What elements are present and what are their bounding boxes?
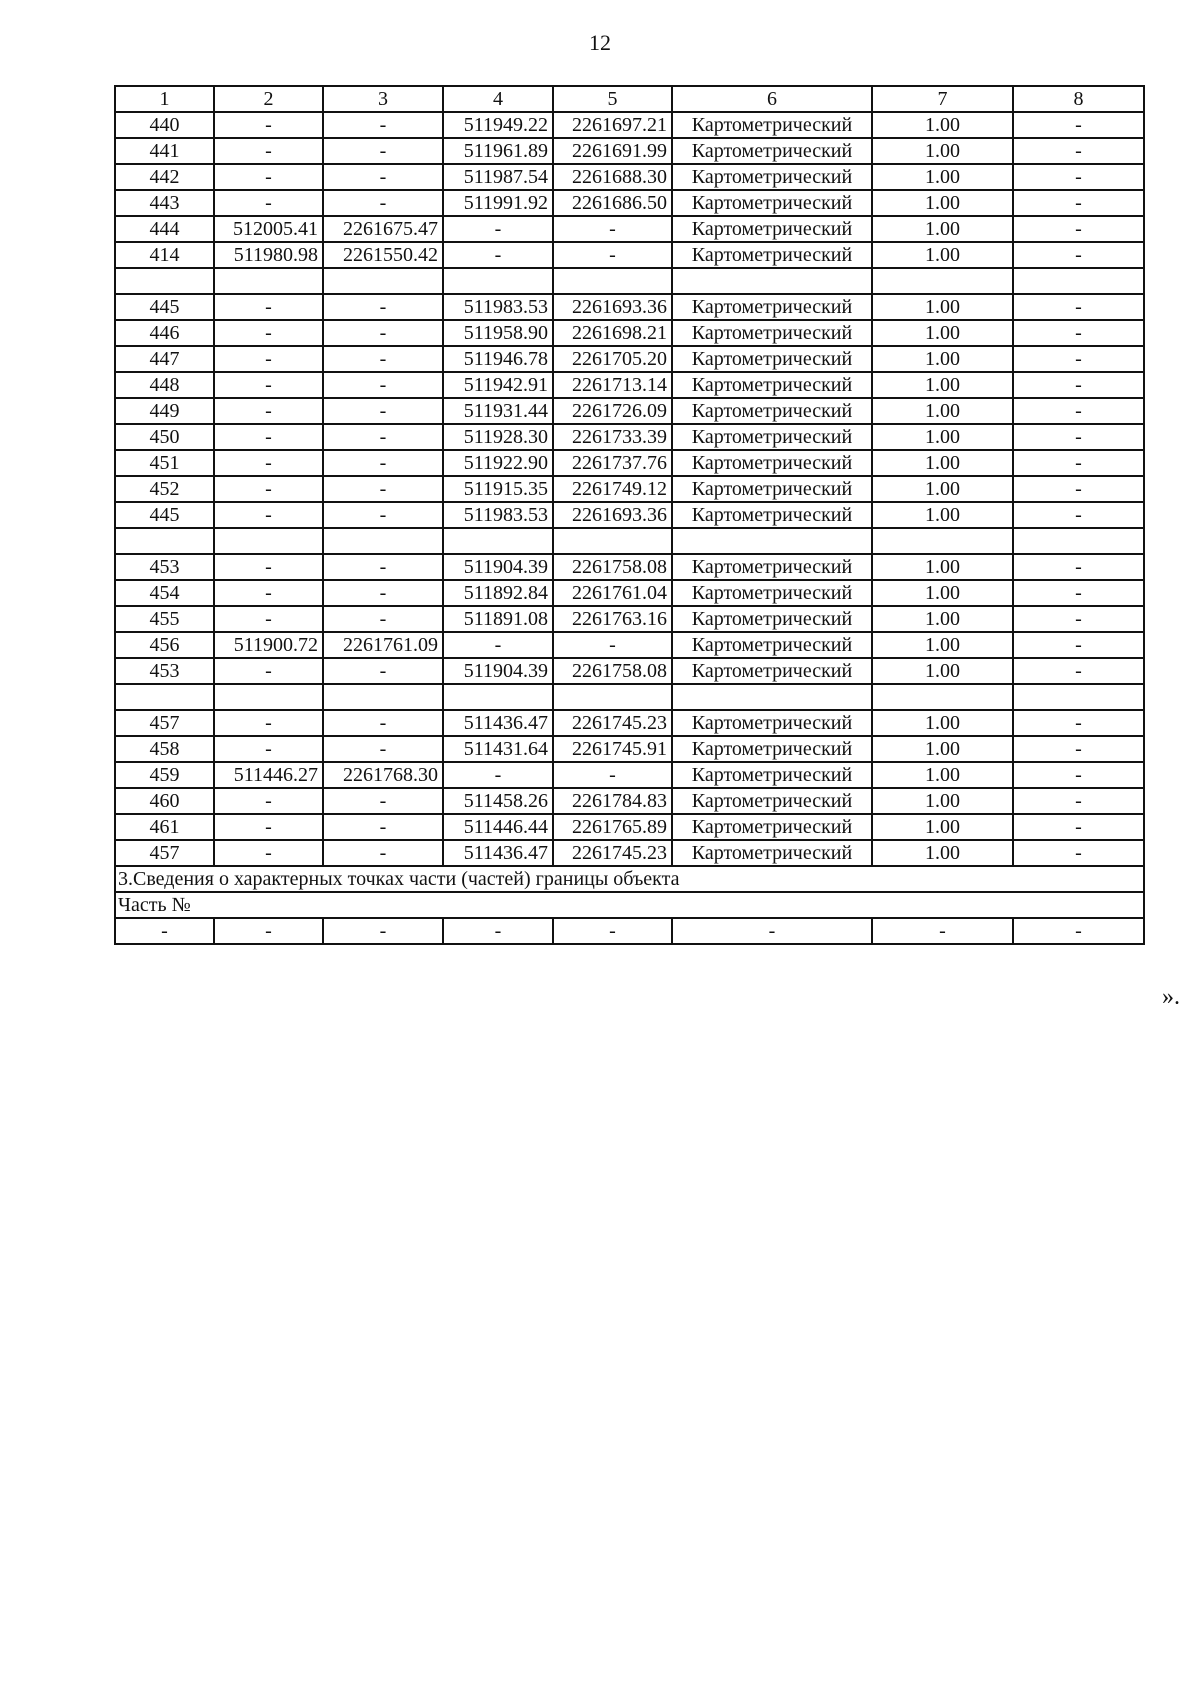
table-cell-col-4: -: [443, 762, 553, 788]
table-cell-col-7: 1.00: [872, 450, 1013, 476]
table-cell-col-1: 451: [115, 450, 214, 476]
table-cell-col-3: -: [323, 788, 443, 814]
table-cell-col-8: -: [1013, 554, 1144, 580]
table-cell-col-5: 2261698.21: [553, 320, 672, 346]
table-cell-col-4: 511987.54: [443, 164, 553, 190]
table-row: [115, 840, 1144, 866]
table-cell-col-8: -: [1013, 710, 1144, 736]
table-cell-col-3: -: [323, 736, 443, 762]
empty-cell: [323, 268, 443, 294]
table-row: [115, 502, 1144, 528]
table-cell-col-7: 1.00: [872, 372, 1013, 398]
table-cell-col-2: -: [214, 580, 323, 606]
table-cell-col-4: 511928.30: [443, 424, 553, 450]
column-header-5: 5: [553, 86, 672, 112]
column-header-8: 8: [1013, 86, 1144, 112]
table-cell-col-7: 1.00: [872, 138, 1013, 164]
table-cell-col-5: 2261745.23: [553, 710, 672, 736]
table-cell-col-3: -: [323, 320, 443, 346]
final-cell-col-7: -: [872, 918, 1013, 944]
table-cell-col-1: 458: [115, 736, 214, 762]
page-number: 12: [589, 30, 611, 55]
table-cell-col-5: 2261745.91: [553, 736, 672, 762]
table-cell-col-3: -: [323, 138, 443, 164]
final-cell-col-5: -: [553, 918, 672, 944]
empty-cell: [214, 684, 323, 710]
table-cell-col-7: 1.00: [872, 554, 1013, 580]
table-cell-col-7: 1.00: [872, 476, 1013, 502]
table-cell-col-1: 450: [115, 424, 214, 450]
table-cell-col-1: 443: [115, 190, 214, 216]
table-cell-col-4: 511961.89: [443, 138, 553, 164]
table-cell-col-6: Картометрический: [672, 554, 872, 580]
table-cell-col-4: 511983.53: [443, 294, 553, 320]
table-cell-col-1: 456: [115, 632, 214, 658]
table-cell-col-3: -: [323, 372, 443, 398]
table-cell-col-2: -: [214, 346, 323, 372]
table-cell-col-8: -: [1013, 632, 1144, 658]
empty-cell: [1013, 528, 1144, 554]
table-cell-col-5: 2261713.14: [553, 372, 672, 398]
table-cell-col-8: -: [1013, 476, 1144, 502]
empty-cell: [672, 684, 872, 710]
table-cell-col-6: Картометрический: [672, 840, 872, 866]
table-cell-col-2: -: [214, 658, 323, 684]
table-cell-col-2: -: [214, 112, 323, 138]
table-cell-col-1: 448: [115, 372, 214, 398]
table-cell-col-2: -: [214, 450, 323, 476]
table-cell-col-5: 2261737.76: [553, 450, 672, 476]
table-cell-col-5: 2261745.23: [553, 840, 672, 866]
table-cell-col-6: Картометрический: [672, 450, 872, 476]
table-row: [115, 242, 1144, 268]
table-cell-col-5: 2261691.99: [553, 138, 672, 164]
table-cell-col-4: -: [443, 632, 553, 658]
section-title-row: [115, 866, 1144, 892]
table-cell-col-3: -: [323, 346, 443, 372]
table-cell-col-4: 511991.92: [443, 190, 553, 216]
table-cell-col-2: -: [214, 476, 323, 502]
section-title: 3.Сведения о характерных точках части (частей) границы объекта: [115, 866, 1144, 892]
table-cell-col-1: 449: [115, 398, 214, 424]
table-cell-col-5: 2261758.08: [553, 658, 672, 684]
table-cell-col-8: -: [1013, 242, 1144, 268]
table-cell-col-4: 511904.39: [443, 554, 553, 580]
table-cell-col-3: -: [323, 606, 443, 632]
table-cell-col-1: 445: [115, 502, 214, 528]
table-cell-col-1: 457: [115, 710, 214, 736]
table-cell-col-6: Картометрический: [672, 242, 872, 268]
table-cell-col-6: Картометрический: [672, 138, 872, 164]
table-cell-col-4: -: [443, 242, 553, 268]
table-cell-col-7: 1.00: [872, 320, 1013, 346]
table-cell-col-2: -: [214, 320, 323, 346]
table-cell-col-6: Картометрический: [672, 814, 872, 840]
table-cell-col-1: 460: [115, 788, 214, 814]
table-cell-col-2: -: [214, 788, 323, 814]
table-cell-col-6: Картометрический: [672, 112, 872, 138]
table-cell-col-2: -: [214, 398, 323, 424]
table-cell-col-8: -: [1013, 190, 1144, 216]
table-row: [115, 372, 1144, 398]
table-cell-col-3: 2261768.30: [323, 762, 443, 788]
table-cell-col-1: 459: [115, 762, 214, 788]
column-header-3: 3: [323, 86, 443, 112]
table-cell-col-8: -: [1013, 762, 1144, 788]
table-cell-col-7: 1.00: [872, 242, 1013, 268]
final-cell-col-8: -: [1013, 918, 1144, 944]
table-cell-col-8: -: [1013, 606, 1144, 632]
table-cell-col-3: -: [323, 164, 443, 190]
table-cell-col-4: -: [443, 216, 553, 242]
table-cell-col-7: 1.00: [872, 112, 1013, 138]
table-cell-col-1: 461: [115, 814, 214, 840]
table-cell-col-7: 1.00: [872, 840, 1013, 866]
table-cell-col-8: -: [1013, 502, 1144, 528]
table-cell-col-4: 511915.35: [443, 476, 553, 502]
table-cell-col-7: 1.00: [872, 762, 1013, 788]
table-row: [115, 346, 1144, 372]
table-cell-col-3: 2261675.47: [323, 216, 443, 242]
empty-cell: [443, 684, 553, 710]
table-cell-col-1: 457: [115, 840, 214, 866]
empty-cell: [115, 684, 214, 710]
table-row: [115, 112, 1144, 138]
coordinates-table-container: [114, 85, 1143, 945]
table-cell-col-5: 2261761.04: [553, 580, 672, 606]
column-header-7: 7: [872, 86, 1013, 112]
table-cell-col-7: 1.00: [872, 736, 1013, 762]
table-row: [115, 164, 1144, 190]
coordinates-table: [114, 85, 1145, 945]
table-cell-col-5: 2261758.08: [553, 554, 672, 580]
table-cell-col-3: -: [323, 112, 443, 138]
final-cell-col-4: -: [443, 918, 553, 944]
table-cell-col-3: -: [323, 710, 443, 736]
table-cell-col-4: 511931.44: [443, 398, 553, 424]
table-cell-col-6: Картометрический: [672, 346, 872, 372]
table-cell-col-7: 1.00: [872, 580, 1013, 606]
table-cell-col-7: 1.00: [872, 294, 1013, 320]
table-cell-col-7: 1.00: [872, 164, 1013, 190]
table-cell-col-7: 1.00: [872, 346, 1013, 372]
table-cell-col-2: -: [214, 190, 323, 216]
empty-cell: [115, 268, 214, 294]
table-cell-col-6: Картометрический: [672, 606, 872, 632]
table-cell-col-1: 414: [115, 242, 214, 268]
table-cell-col-1: 453: [115, 658, 214, 684]
table-cell-col-6: Картометрический: [672, 658, 872, 684]
table-cell-col-8: -: [1013, 346, 1144, 372]
table-cell-col-3: 2261550.42: [323, 242, 443, 268]
empty-cell: [214, 528, 323, 554]
table-cell-col-5: 2261733.39: [553, 424, 672, 450]
separator-row: [115, 268, 1144, 294]
table-cell-col-6: Картометрический: [672, 372, 872, 398]
final-cell-col-6: -: [672, 918, 872, 944]
table-cell-col-5: -: [553, 762, 672, 788]
table-cell-col-2: -: [214, 554, 323, 580]
table-cell-col-8: -: [1013, 736, 1144, 762]
table-cell-col-6: Картометрический: [672, 580, 872, 606]
table-row: [115, 424, 1144, 450]
table-row: [115, 398, 1144, 424]
table-cell-col-7: 1.00: [872, 788, 1013, 814]
closing-quote-mark: ».: [1162, 984, 1180, 1010]
empty-cell: [672, 268, 872, 294]
table-cell-col-8: -: [1013, 112, 1144, 138]
table-cell-col-4: 511983.53: [443, 502, 553, 528]
table-cell-col-6: Картометрический: [672, 320, 872, 346]
empty-cell: [553, 528, 672, 554]
table-cell-col-5: 2261688.30: [553, 164, 672, 190]
table-cell-col-8: -: [1013, 372, 1144, 398]
table-cell-col-3: -: [323, 450, 443, 476]
table-cell-col-4: 511892.84: [443, 580, 553, 606]
table-cell-col-5: 2261749.12: [553, 476, 672, 502]
table-cell-col-2: -: [214, 736, 323, 762]
table-cell-col-7: 1.00: [872, 632, 1013, 658]
table-cell-col-7: 1.00: [872, 606, 1013, 632]
table-cell-col-8: -: [1013, 814, 1144, 840]
table-cell-col-6: Картометрический: [672, 476, 872, 502]
empty-cell: [214, 268, 323, 294]
table-row: [115, 658, 1144, 684]
table-cell-col-4: 511949.22: [443, 112, 553, 138]
column-header-1: 1: [115, 86, 214, 112]
table-cell-col-3: 2261761.09: [323, 632, 443, 658]
empty-cell: [443, 268, 553, 294]
table-cell-col-3: -: [323, 294, 443, 320]
table-cell-col-5: 2261693.36: [553, 294, 672, 320]
table-cell-col-3: -: [323, 580, 443, 606]
table-cell-col-3: -: [323, 658, 443, 684]
separator-row: [115, 528, 1144, 554]
table-cell-col-7: 1.00: [872, 658, 1013, 684]
table-cell-col-7: 1.00: [872, 398, 1013, 424]
table-row: [115, 788, 1144, 814]
table-cell-col-4: 511958.90: [443, 320, 553, 346]
table-cell-col-4: 511458.26: [443, 788, 553, 814]
empty-cell: [672, 528, 872, 554]
table-cell-col-5: 2261693.36: [553, 502, 672, 528]
table-cell-col-5: 2261726.09: [553, 398, 672, 424]
table-row: [115, 736, 1144, 762]
table-cell-col-5: 2261697.21: [553, 112, 672, 138]
table-cell-col-1: 440: [115, 112, 214, 138]
table-cell-col-4: 511904.39: [443, 658, 553, 684]
table-cell-col-8: -: [1013, 450, 1144, 476]
table-row: [115, 294, 1144, 320]
final-cell-col-2: -: [214, 918, 323, 944]
table-cell-col-2: -: [214, 814, 323, 840]
table-row: [115, 476, 1144, 502]
table-cell-col-4: 511891.08: [443, 606, 553, 632]
table-row: [115, 814, 1144, 840]
table-cell-col-1: 453: [115, 554, 214, 580]
table-cell-col-8: -: [1013, 164, 1144, 190]
table-cell-col-3: -: [323, 190, 443, 216]
table-cell-col-1: 444: [115, 216, 214, 242]
table-cell-col-4: 511942.91: [443, 372, 553, 398]
table-cell-col-2: -: [214, 502, 323, 528]
table-cell-col-1: 445: [115, 294, 214, 320]
table-cell-col-1: 447: [115, 346, 214, 372]
table-row: [115, 190, 1144, 216]
table-cell-col-2: 511446.27: [214, 762, 323, 788]
table-cell-col-5: -: [553, 216, 672, 242]
table-cell-col-2: -: [214, 606, 323, 632]
table-cell-col-8: -: [1013, 788, 1144, 814]
table-cell-col-8: -: [1013, 138, 1144, 164]
table-body: [115, 86, 1144, 944]
table-cell-col-1: 446: [115, 320, 214, 346]
table-cell-col-7: 1.00: [872, 814, 1013, 840]
final-row: [115, 918, 1144, 944]
table-cell-col-6: Картометрический: [672, 710, 872, 736]
table-cell-col-2: 511980.98: [214, 242, 323, 268]
table-cell-col-1: 455: [115, 606, 214, 632]
table-cell-col-4: 511922.90: [443, 450, 553, 476]
table-cell-col-2: -: [214, 164, 323, 190]
part-label-row: [115, 892, 1144, 918]
table-cell-col-7: 1.00: [872, 216, 1013, 242]
empty-cell: [323, 684, 443, 710]
table-row: [115, 606, 1144, 632]
empty-cell: [115, 528, 214, 554]
table-cell-col-5: 2261705.20: [553, 346, 672, 372]
column-header-2: 2: [214, 86, 323, 112]
table-cell-col-3: -: [323, 840, 443, 866]
table-cell-col-6: Картометрический: [672, 736, 872, 762]
column-header-6: 6: [672, 86, 872, 112]
table-cell-col-3: -: [323, 814, 443, 840]
table-row: [115, 632, 1144, 658]
final-cell-col-1: -: [115, 918, 214, 944]
empty-cell: [323, 528, 443, 554]
empty-cell: [872, 684, 1013, 710]
table-row: [115, 762, 1144, 788]
table-cell-col-8: -: [1013, 216, 1144, 242]
table-cell-col-6: Картометрический: [672, 294, 872, 320]
table-cell-col-3: -: [323, 554, 443, 580]
table-cell-col-6: Картометрический: [672, 502, 872, 528]
table-cell-col-1: 452: [115, 476, 214, 502]
table-cell-col-5: 2261784.83: [553, 788, 672, 814]
separator-row: [115, 684, 1144, 710]
table-row: [115, 138, 1144, 164]
table-cell-col-2: 512005.41: [214, 216, 323, 242]
column-header-4: 4: [443, 86, 553, 112]
table-cell-col-2: -: [214, 710, 323, 736]
table-cell-col-5: 2261765.89: [553, 814, 672, 840]
table-cell-col-6: Картометрический: [672, 190, 872, 216]
table-cell-col-5: -: [553, 242, 672, 268]
table-cell-col-6: Картометрический: [672, 788, 872, 814]
table-row: [115, 450, 1144, 476]
table-row: [115, 320, 1144, 346]
empty-cell: [872, 528, 1013, 554]
empty-cell: [1013, 684, 1144, 710]
table-cell-col-7: 1.00: [872, 502, 1013, 528]
header-row: [115, 86, 1144, 112]
empty-cell: [553, 268, 672, 294]
table-cell-col-1: 441: [115, 138, 214, 164]
table-cell-col-2: -: [214, 372, 323, 398]
table-cell-col-4: 511446.44: [443, 814, 553, 840]
part-label: Часть №: [115, 892, 1144, 918]
table-row: [115, 554, 1144, 580]
table-cell-col-8: -: [1013, 294, 1144, 320]
table-cell-col-6: Картометрический: [672, 216, 872, 242]
empty-cell: [1013, 268, 1144, 294]
table-cell-col-4: 511436.47: [443, 840, 553, 866]
table-cell-col-8: -: [1013, 658, 1144, 684]
table-cell-col-6: Картометрический: [672, 632, 872, 658]
table-cell-col-4: 511946.78: [443, 346, 553, 372]
table-cell-col-7: 1.00: [872, 190, 1013, 216]
table-cell-col-3: -: [323, 476, 443, 502]
table-cell-col-8: -: [1013, 398, 1144, 424]
table-cell-col-8: -: [1013, 840, 1144, 866]
table-cell-col-3: -: [323, 502, 443, 528]
table-cell-col-8: -: [1013, 320, 1144, 346]
table-cell-col-2: -: [214, 294, 323, 320]
table-row: [115, 216, 1144, 242]
table-cell-col-8: -: [1013, 424, 1144, 450]
table-cell-col-5: 2261763.16: [553, 606, 672, 632]
table-cell-col-7: 1.00: [872, 710, 1013, 736]
table-cell-col-2: -: [214, 138, 323, 164]
final-cell-col-3: -: [323, 918, 443, 944]
empty-cell: [553, 684, 672, 710]
table-cell-col-3: -: [323, 424, 443, 450]
table-cell-col-5: -: [553, 632, 672, 658]
table-cell-col-3: -: [323, 398, 443, 424]
table-cell-col-8: -: [1013, 580, 1144, 606]
table-cell-col-4: 511431.64: [443, 736, 553, 762]
table-cell-col-4: 511436.47: [443, 710, 553, 736]
table-row: [115, 580, 1144, 606]
empty-cell: [872, 268, 1013, 294]
table-cell-col-6: Картометрический: [672, 762, 872, 788]
table-cell-col-2: 511900.72: [214, 632, 323, 658]
table-cell-col-5: 2261686.50: [553, 190, 672, 216]
table-cell-col-2: -: [214, 424, 323, 450]
empty-cell: [443, 528, 553, 554]
table-cell-col-6: Картометрический: [672, 424, 872, 450]
table-cell-col-2: -: [214, 840, 323, 866]
table-row: [115, 710, 1144, 736]
table-cell-col-1: 454: [115, 580, 214, 606]
table-cell-col-1: 442: [115, 164, 214, 190]
table-cell-col-7: 1.00: [872, 424, 1013, 450]
table-cell-col-6: Картометрический: [672, 164, 872, 190]
table-cell-col-6: Картометрический: [672, 398, 872, 424]
